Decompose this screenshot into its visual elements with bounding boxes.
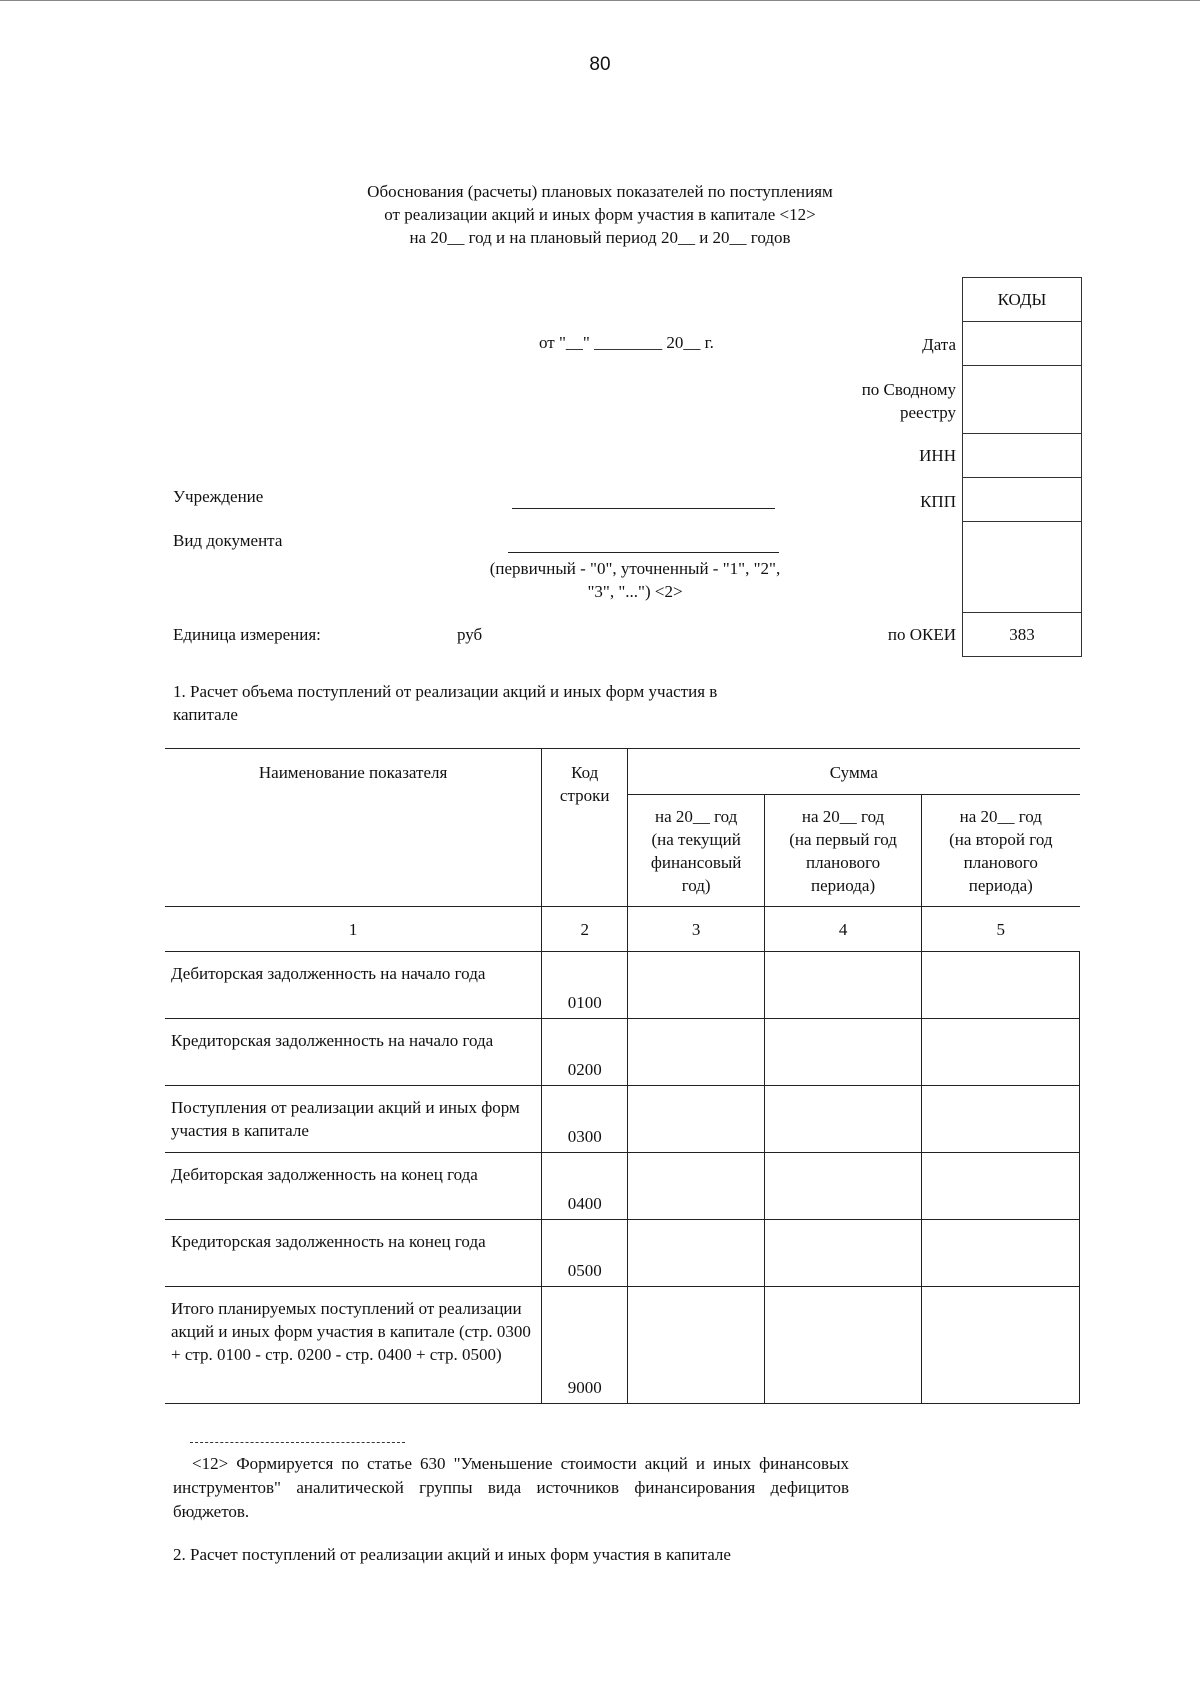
row-label-9000: Итого планируемых поступлений от реализации акций и иных форм участия в капитале (стр. 0300 + стр. 0100 - стр. 0200 - стр. 0400 + стр. 0500) [165, 1287, 542, 1404]
section1-title-line-1: 1. Расчет объема поступлений от реализации акций и иных форм участия в [173, 682, 718, 701]
sub-header-second-plan-year [922, 795, 1080, 907]
sub-header-first-line-4: периода) [811, 875, 876, 895]
row-code-0400: 0400 [542, 1153, 628, 1220]
sub-header-current-line-1: на 20__ год [654, 806, 738, 826]
codes-date-cell[interactable] [963, 322, 1081, 366]
sub-header-first-plan-year [765, 795, 922, 907]
section2-title: 2. Расчет поступлений от реализации акций и иных форм участия в капитале [173, 1545, 731, 1564]
sub-header-first-line-1: на 20__ год [801, 806, 885, 826]
institution-label: Учреждение [173, 487, 264, 506]
cell-0500-current[interactable] [628, 1220, 765, 1287]
col-header-code-line-2: строки [559, 786, 610, 805]
table-row [165, 952, 1080, 1019]
sub-header-current-year [628, 795, 765, 907]
sub-header-second-line-3: планового [963, 852, 1038, 872]
codes-inn-cell[interactable] [963, 434, 1081, 478]
cell-0500-second[interactable] [922, 1220, 1080, 1287]
col-header-code-line-1: Код [571, 763, 599, 782]
table-row [165, 1019, 1080, 1086]
sub-header-second-line-2: (на второй год [949, 829, 1053, 849]
cell-0200-current[interactable] [628, 1019, 765, 1086]
unit-value: руб [457, 625, 483, 644]
sub-header-current-line-2: (на текущий [651, 829, 741, 849]
section1-title-line-2: капитале [173, 705, 238, 724]
cell-0400-first[interactable] [765, 1153, 922, 1220]
cell-0100-current[interactable] [628, 952, 765, 1019]
cell-9000-second[interactable] [922, 1287, 1080, 1404]
document-title [300, 180, 900, 249]
cell-0300-second[interactable] [922, 1086, 1080, 1153]
institution-input-line[interactable] [512, 508, 775, 509]
title-line-2: от реализации акций и иных форм участия в капитале <12> [384, 205, 816, 224]
cell-9000-first[interactable] [765, 1287, 922, 1404]
col-number: 4 [765, 907, 922, 952]
doc-type-input-line[interactable] [508, 552, 779, 553]
footnote-12: <12> Формируется по статье 630 "Уменьшение стоимости акций и иных финансовых инструментов" аналитической группы вида источников финансирования дефицитов бюджетов. [173, 1454, 849, 1521]
sub-header-current-line-4: год) [681, 875, 711, 895]
section1-title [173, 680, 717, 726]
codes-header: КОДЫ [963, 278, 1081, 322]
codes-inn-label: ИНН [919, 446, 956, 465]
row-code-0100: 0100 [542, 952, 628, 1019]
row-label-0400: Дебиторская задолженность на конец года [165, 1153, 542, 1220]
row-code-9000: 9000 [542, 1287, 628, 1404]
col-number: 5 [922, 907, 1080, 952]
row-label-0500: Кредиторская задолженность на конец года [165, 1220, 542, 1287]
row-code-0200: 0200 [542, 1019, 628, 1086]
cell-0300-current[interactable] [628, 1086, 765, 1153]
doc-type-note-2: "3", "...") <2> [587, 582, 683, 601]
cell-0100-first[interactable] [765, 952, 922, 1019]
table-row [165, 1287, 1080, 1404]
codes-kpp-label: КПП [920, 492, 956, 511]
cell-0200-first[interactable] [765, 1019, 922, 1086]
sub-header-current-line-3: финансовый [650, 852, 742, 872]
page-number: 80 [589, 54, 611, 75]
row-label-0100: Дебиторская задолженность на начало года [165, 952, 542, 1019]
sub-header-second-line-4: периода) [968, 875, 1033, 895]
cell-9000-current[interactable] [628, 1287, 765, 1404]
table-row [165, 1153, 1080, 1220]
col-number: 2 [542, 907, 628, 952]
codes-kpp-cell[interactable] [963, 478, 1081, 522]
sub-header-second-line-1: на 20__ год [959, 806, 1042, 826]
doc-type-label: Вид документа [173, 531, 283, 550]
date-line: от "__" ________ 20__ г. [539, 333, 714, 352]
doc-type-note-1: (первичный - "0", уточненный - "1", "2", [489, 559, 781, 578]
title-line-3: на 20__ год и на плановый период 20__ и 20__ годов [409, 228, 791, 247]
codes-okei-label: по ОКЕИ [887, 625, 956, 644]
cell-0400-second[interactable] [922, 1153, 1080, 1220]
codes-registry-cell[interactable] [963, 366, 1081, 434]
cell-0400-current[interactable] [628, 1153, 765, 1220]
cell-0100-second[interactable] [922, 952, 1080, 1019]
unit-label: Единица измерения: [173, 625, 321, 644]
col-header-sum: Сумма [628, 749, 1080, 795]
table-row [165, 1220, 1080, 1287]
column-numbers-row [165, 907, 1080, 952]
codes-registry-label-1: по Сводному [861, 380, 956, 399]
col-number: 3 [628, 907, 765, 952]
calculation-table [165, 748, 1080, 1404]
sub-header-first-line-2: (на первый год [789, 829, 897, 849]
row-label-0300: Поступления от реализации акций и иных форм участия в капитале [165, 1086, 542, 1153]
codes-date-label: Дата [922, 335, 956, 354]
row-code-0300: 0300 [542, 1086, 628, 1153]
cell-0300-first[interactable] [765, 1086, 922, 1153]
codes-registry-label-2: реестру [900, 403, 956, 422]
codes-okei-cell: 383 [1009, 625, 1035, 644]
col-header-code [542, 749, 628, 907]
page-top-border [0, 0, 1200, 1]
title-line-1: Обоснования (расчеты) плановых показателей по поступлениям [367, 182, 833, 201]
footnote-separator [190, 1442, 405, 1443]
row-code-0500: 0500 [542, 1220, 628, 1287]
sub-header-first-line-3: планового [805, 852, 881, 872]
col-number: 1 [165, 907, 542, 952]
codes-doctype-cell[interactable] [963, 522, 1081, 613]
cell-0500-first[interactable] [765, 1220, 922, 1287]
cell-0200-second[interactable] [922, 1019, 1080, 1086]
col-header-name: Наименование показателя [165, 749, 542, 907]
table-row [165, 1086, 1080, 1153]
codes-box [962, 277, 1082, 657]
row-label-0200: Кредиторская задолженность на начало года [165, 1019, 542, 1086]
